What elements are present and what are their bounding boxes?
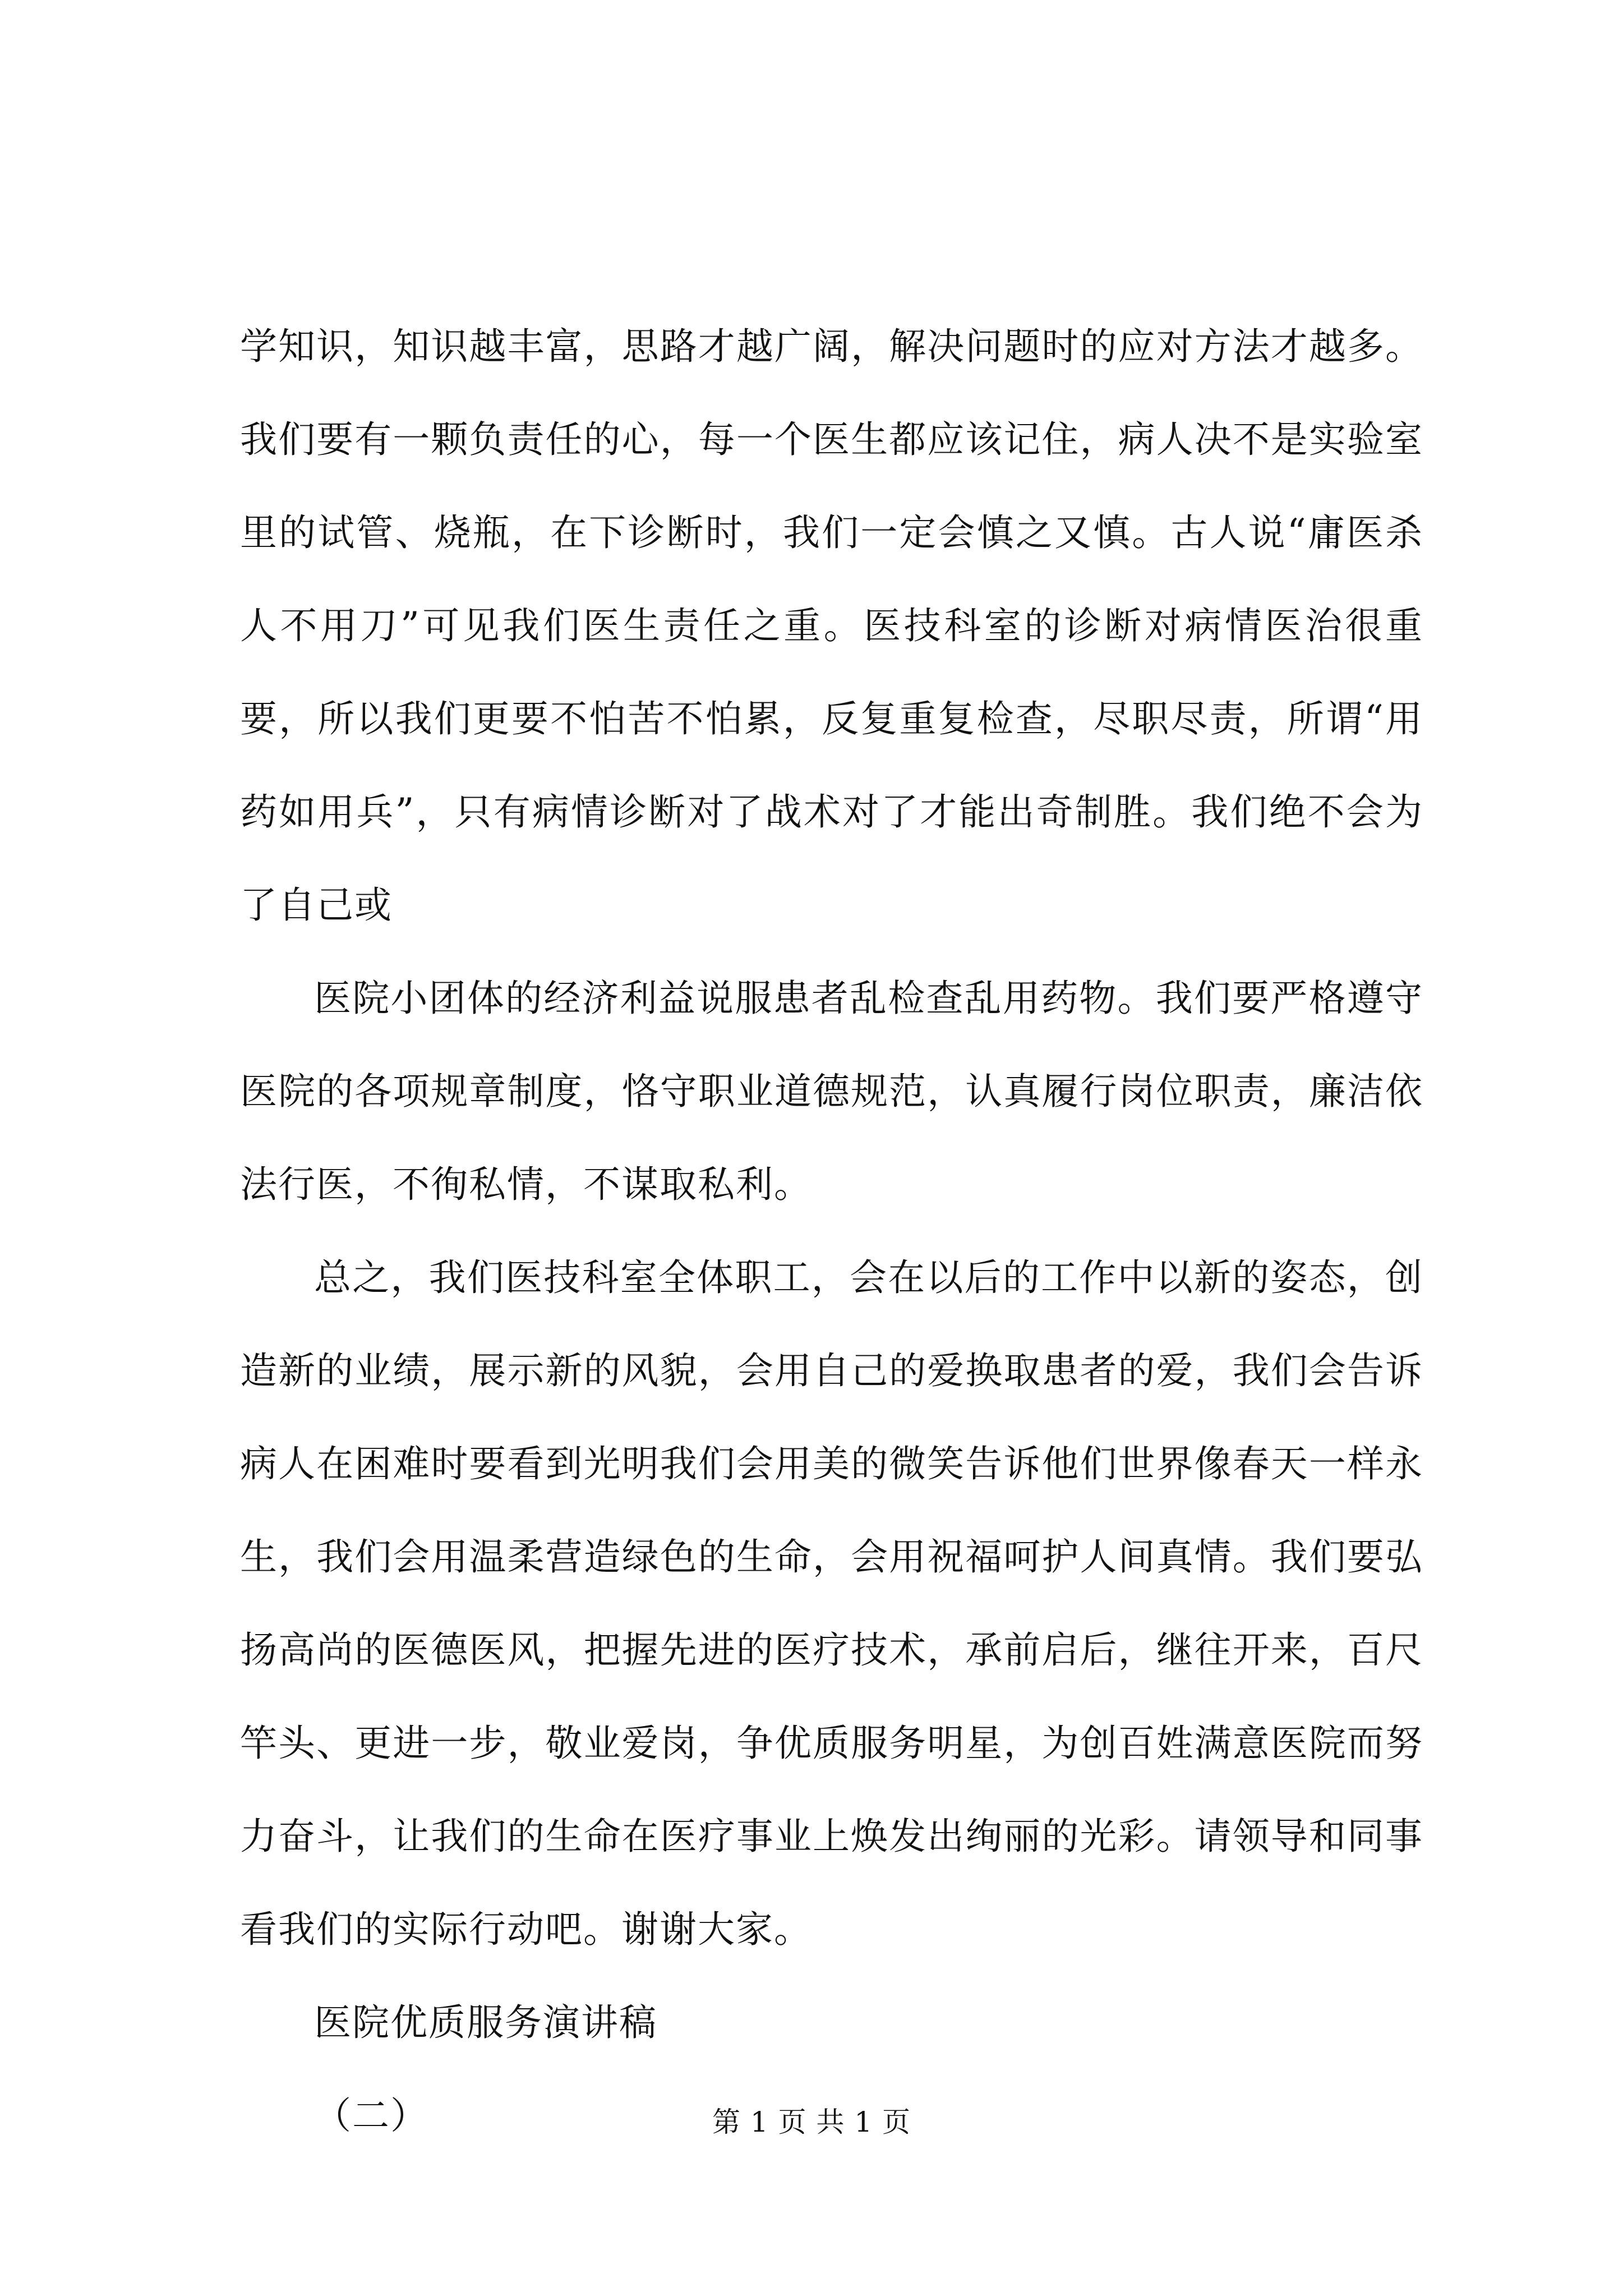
page-footer: 第 1 页 共 1 页 [712, 2106, 911, 2138]
section-title: 医院优质服务演讲稿 [314, 2001, 657, 2044]
paragraph-2: 医院小团体的经济利益说服患者乱检查乱用药物。我们要严格遵守医院的各项规章制度，恪守职业道德规范，认真履行岗位职责，廉洁依法行医，不徇私情，不谋取私利。 [240, 977, 1423, 1206]
paragraph-1: 学知识，知识越丰富，思路才越广阔，解决问题时的应对方法才越多。我们要有一颗负责任的心，每一个医生都应该记住，病人决不是实验室里的试管、烧瓶，在下诊断时，我们一定会慎之又慎。古人说“庸医杀人不用刀”可见我们医生责任之重。医技科室的诊断对病情医治很重要，所以我们更要不怕苦不怕累，反复重复检查，尽职尽责，所谓“用药如用兵”，只有病情诊断对了战术对了才能出奇制胜。我们绝不会为了自己或 [240, 325, 1423, 927]
document-body [240, 300, 1423, 2162]
paragraph-3: 总之，我们医技科室全体职工，会在以后的工作中以新的姿态，创造新的业绩，展示新的风貌，会用自己的爱换取患者的爱，我们会告诉病人在困难时要看到光明我们会用美的微笑告诉他们世界像春天一样永生，我们会用温柔营造绿色的生命，会用祝福呵护人间真情。我们要弘扬高尚的医德医风，把握先进的医疗技术，承前启后，继往开来，百尺竿头、更进一步，敬业爱岗，争优质服务明星，为创百姓满意医院而努力奋斗，让我们的生命在医疗事业上焕发出绚丽的光彩。请领导和同事看我们的实际行动吧。谢谢大家。 [240, 1256, 1423, 1951]
section-subtitle: （二） [314, 2094, 428, 2137]
